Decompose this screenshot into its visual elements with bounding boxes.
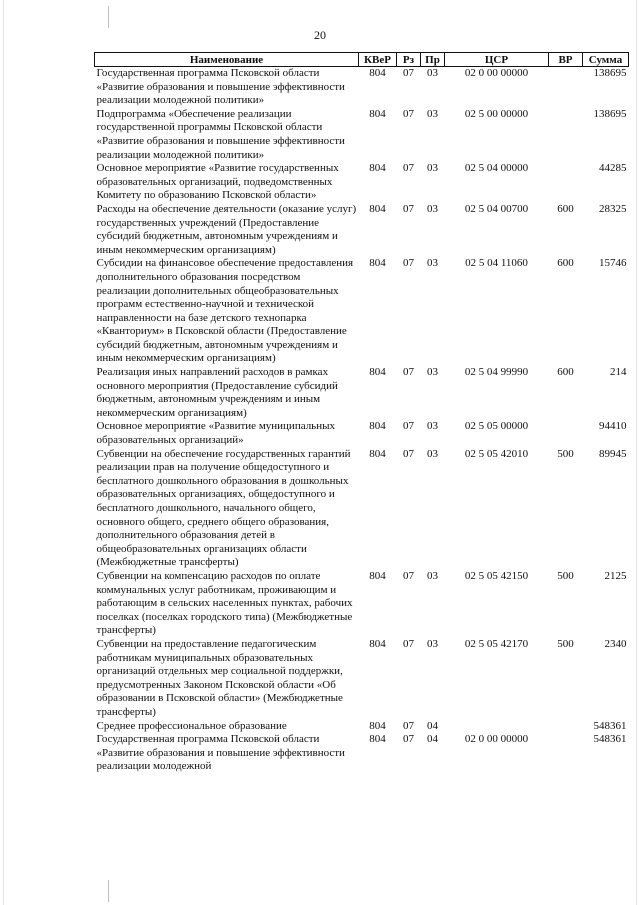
row-name: Основное мероприятие «Развитие государственных образовательных организаций, подведомственных Комитету по образованию Псковской области»	[96, 162, 339, 202]
table-row	[95, 420, 629, 447]
row-rz: 07	[403, 162, 414, 175]
table-row	[95, 366, 629, 420]
row-kver: 804	[369, 447, 386, 460]
row-kver: 804	[369, 569, 386, 582]
row-rz: 07	[403, 257, 414, 270]
row-sum: 44285	[599, 162, 627, 175]
page-number: 20	[314, 28, 326, 42]
row-sum: 138695	[593, 107, 627, 120]
row-csr: 02 5 00 00000	[464, 107, 529, 120]
column-header-kver: КВеР	[359, 53, 397, 67]
scan-mark-top	[108, 6, 109, 28]
column-header-name: Наименование	[95, 53, 359, 67]
row-pr: 03	[427, 569, 438, 582]
row-sum: 28325	[599, 202, 627, 215]
row-csr	[445, 720, 549, 734]
row-name: Реализация иных направлений расходов в рамках основного мероприятия (Предоставление субсидий бюджетным, автономным учреждениям и иным некоммерческим организациям)	[96, 366, 338, 419]
row-rz: 07	[403, 719, 414, 732]
table-body	[95, 67, 629, 774]
row-kver: 804	[369, 257, 386, 270]
row-kver: 804	[369, 107, 386, 120]
table-row	[95, 448, 629, 570]
budget-table	[94, 52, 629, 774]
row-name: Государственная программа Псковской области «Развитие образования и повышение эффективности реализации молодежной	[96, 733, 345, 773]
row-csr: 02 5 04 00700	[464, 202, 529, 215]
row-vr	[549, 420, 583, 447]
row-vr: 500	[557, 447, 574, 460]
row-csr: 02 5 05 42010	[464, 447, 529, 460]
row-vr: 600	[557, 202, 574, 215]
row-pr: 03	[427, 107, 438, 120]
table-row	[95, 203, 629, 257]
row-pr: 04	[427, 719, 438, 732]
row-rz: 07	[403, 366, 414, 379]
row-csr: 02 5 04 11060	[465, 257, 528, 270]
row-pr: 04	[427, 733, 438, 746]
row-name: Среднее профессиональное образование	[96, 719, 287, 732]
row-rz: 07	[403, 107, 414, 120]
row-rz: 07	[403, 420, 414, 433]
row-name: Основное мероприятие «Развитие муниципальных образовательных организаций»	[96, 420, 335, 447]
row-csr: 02 5 05 42170	[464, 637, 529, 650]
row-name: Субвенции на обеспечение государственных гарантий реализации прав на получение общедоступного и бесплатного дошкольного образования в дошкольных образовательных организациях, общедоступного и бесплатного дошкольного, начального общего, основного общего, среднего общего образования, дополнительного образования детей в общеобразовательных организациях области (Межбюджетные трансферты)	[96, 447, 351, 569]
row-vr	[549, 67, 583, 108]
column-header-csr: ЦСР	[445, 53, 549, 67]
row-pr: 03	[427, 257, 438, 270]
row-csr: 02 5 05 00000	[464, 420, 529, 433]
row-pr: 03	[427, 67, 438, 79]
row-name: Субвенции на компенсацию расходов по оплате коммунальных услуг работникам, проживающим и работающим в сельских населенных пунктах, рабочих поселках (поселках городского типа) (Межбюджетные трансферты)	[96, 569, 353, 637]
row-pr: 03	[427, 637, 438, 650]
row-vr: 500	[557, 569, 574, 582]
row-name: Расходы на обеспечение деятельности (оказание услуг) государственных учреждений (Предоставление субсидий бюджетным, автономным учреждениям и иным некоммерческим организациям)	[96, 202, 357, 256]
row-name: Субвенции на предоставление педагогическим работникам муниципальных образовательных организаций отдельных мер социальной поддержки, предусмотренных Законом Псковской области «Об образовании в Псковской области» (Межбюджетные трансферты)	[96, 637, 343, 718]
row-csr: 02 5 04 99990	[464, 366, 529, 379]
row-sum: 548361	[593, 719, 627, 732]
row-rz: 07	[403, 67, 414, 79]
row-pr: 03	[427, 447, 438, 460]
row-sum: 89945	[599, 447, 627, 460]
row-csr: 02 5 05 42150	[464, 569, 529, 582]
row-kver: 804	[369, 719, 386, 732]
scan-edge-left	[3, 0, 4, 905]
row-vr: 600	[557, 366, 574, 379]
table-row	[95, 720, 629, 734]
column-header-vr: ВР	[549, 53, 583, 67]
row-sum: 138695	[593, 67, 627, 79]
row-kver: 804	[369, 202, 386, 215]
scan-edge-right	[636, 0, 637, 905]
row-sum: 548361	[593, 733, 627, 746]
row-sum: 2125	[604, 569, 627, 582]
row-pr: 03	[427, 162, 438, 175]
row-csr: 02 0 00 00000	[464, 733, 529, 746]
table-row	[95, 570, 629, 638]
row-sum: 2340	[604, 637, 627, 650]
scan-mark-bottom	[108, 880, 109, 902]
row-rz: 07	[403, 637, 414, 650]
row-kver: 804	[369, 733, 386, 746]
row-name: Подпрограмма «Обеспечение реализации государственной программы Псковской области «Развитие образования и повышение эффективности реализации молодежной политики»	[96, 107, 345, 161]
row-name: Государственная программа Псковской области «Развитие образования и повышение эффективности реализации молодежной политики»	[96, 67, 345, 107]
row-kver: 804	[369, 366, 386, 379]
row-rz: 07	[403, 447, 414, 460]
table-header-row	[95, 53, 629, 67]
table-row	[95, 67, 629, 108]
table-row	[95, 638, 629, 720]
row-pr: 03	[427, 366, 438, 379]
row-pr: 03	[427, 420, 438, 433]
row-csr: 02 0 00 00000	[464, 67, 529, 79]
row-kver: 804	[369, 637, 386, 650]
row-pr: 03	[427, 202, 438, 215]
row-vr: 500	[557, 637, 574, 650]
column-header-rz: Рз	[397, 53, 421, 67]
row-vr	[549, 720, 583, 734]
row-sum: 94410	[599, 420, 627, 433]
row-sum: 214	[610, 366, 627, 379]
row-vr	[549, 162, 583, 203]
table-row	[95, 733, 629, 774]
row-name: Субсидии на финансовое обеспечение предоставления дополнительного образования посредством реализации дополнительных общеобразовательных программ естественно-научной и технической направленности на базе детского технопарка «Кванториум» в Псковской области (Предоставление субсидий бюджетным, автономным учреждениям и иным некоммерческим организациям)	[96, 257, 354, 365]
row-vr	[549, 733, 583, 774]
row-vr	[549, 108, 583, 162]
column-header-pr: Пр	[421, 53, 445, 67]
row-rz: 07	[403, 202, 414, 215]
row-kver: 804	[369, 67, 386, 79]
row-csr: 02 5 04 00000	[464, 162, 529, 175]
column-header-sum: Сумма	[583, 53, 629, 67]
table-row	[95, 162, 629, 203]
row-rz: 07	[403, 733, 414, 746]
row-sum: 15746	[599, 257, 627, 270]
row-kver: 804	[369, 420, 386, 433]
table-row	[95, 108, 629, 162]
table-row	[95, 257, 629, 366]
row-kver: 804	[369, 162, 386, 175]
row-rz: 07	[403, 569, 414, 582]
row-vr: 600	[557, 257, 574, 270]
